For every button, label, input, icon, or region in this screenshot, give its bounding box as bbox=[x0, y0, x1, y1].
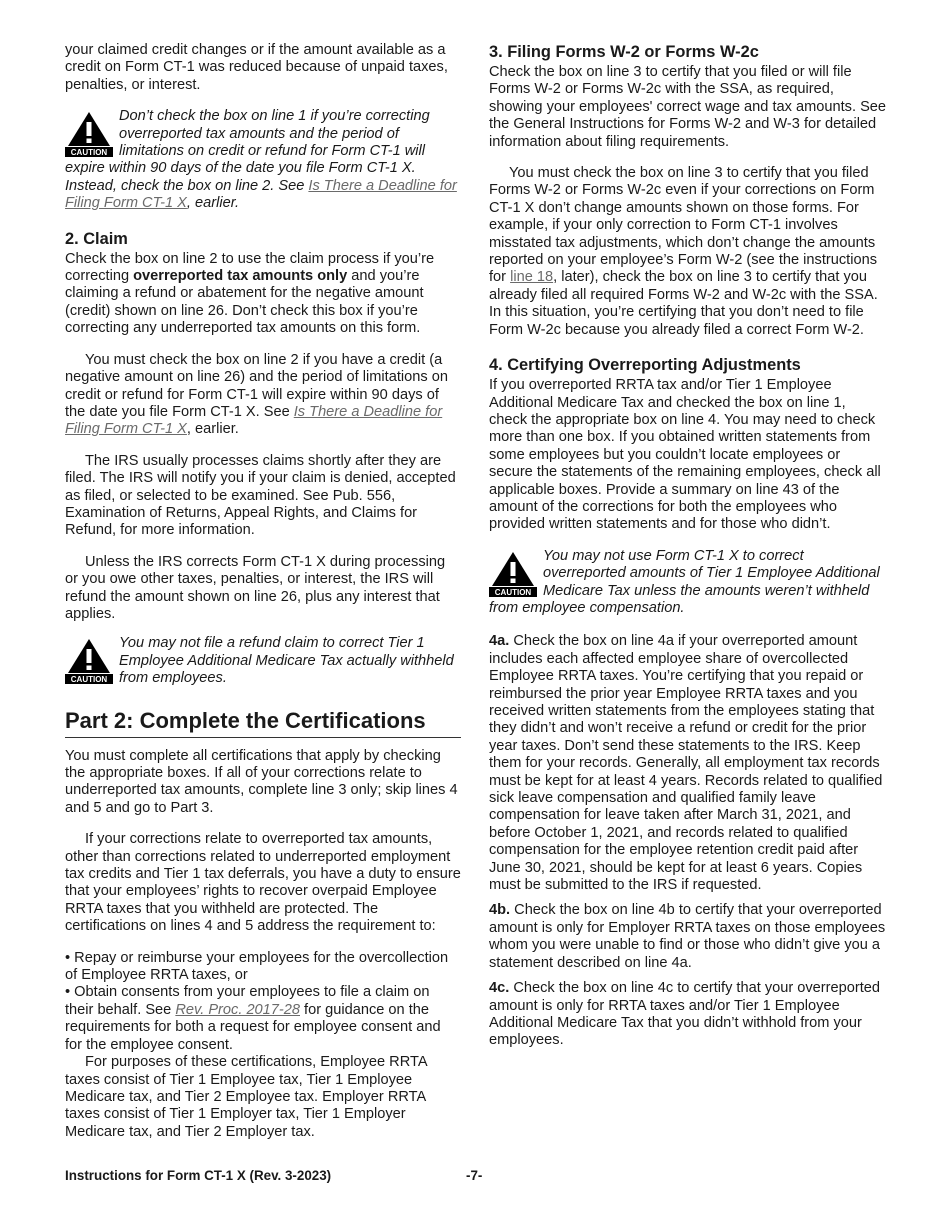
svg-text:CAUTION: CAUTION bbox=[494, 587, 532, 597]
caution-icon bbox=[65, 637, 113, 684]
line18-link[interactable]: line 18 bbox=[510, 269, 554, 286]
list-item: • Obtain consents from your employees to file a claim on their behalf. See Rev. Proc. 2017-28 for guidance on the requirements for both a request for employee consent and for the employee consent. bbox=[65, 984, 441, 1053]
deadline-link[interactable]: Is There a Deadline for Filing Form CT-1 X bbox=[65, 403, 443, 438]
caution-icon bbox=[489, 550, 537, 597]
line-4b-paragraph: 4b. Check the box on line 4b to certify that your overreported amount is only for Employer RRTA taxes on those employees whom you were unable to find or those who didn’t give you a statement described on line 4a. bbox=[489, 902, 886, 971]
caution-note: CAUTION You may not file a refund claim to correct Tier 1 Employee Additional Medicare Tax actually withheld from employees. bbox=[65, 635, 461, 687]
claim-paragraph: Unless the IRS corrects Form CT-1 X during processing or you owe other taxes, penalties, or interest, the IRS will refund the amount shown on line 26, plus any interest that applies. bbox=[65, 553, 446, 622]
svg-text:CAUTION: CAUTION bbox=[70, 148, 108, 158]
deadline-link[interactable]: Is There a Deadline for Filing Form CT-1 X bbox=[65, 177, 457, 212]
continued-paragraph: your claimed credit changes or if the amount available as a credit on Form CT-1 was reduced because of unpaid taxes, penalties, or interest. bbox=[65, 42, 448, 93]
part2-heading: Part 2: Complete the Certifications bbox=[65, 708, 461, 738]
claim-paragraph: The IRS usually processes claims shortly after they are filed. The IRS will notify you if your claim is denied, accepted as filed, or selected to be examined. See Pub. 556, Examination of Returns, Appeal Rights, and Claims for Refund, for more information. bbox=[65, 452, 456, 539]
line-4c-paragraph: 4c. Check the box on line 4c to certify that your overreported amount is only for RRTA taxes and/or Tier 1 Employee Additional Medicare Tax that you didn’t withhold from your employees. bbox=[489, 980, 881, 1049]
part2-paragraph: You must complete all certifications that apply by checking the appropriate boxes. If all of your corrections relate to underreported tax amounts, complete line 3 only; skip lines 4 and 5 and go to Part 3. bbox=[65, 747, 458, 816]
caution-note: CAUTION You may not use Form CT-1 X to correct overreported amounts of Tier 1 Employee Additional Medicare Tax unless the amounts weren’t withheld from employee compensation. bbox=[489, 547, 880, 616]
filing-paragraph: You must check the box on line 3 to certify that you filed Forms W-2 or Forms W-2c even if your corrections on Form CT-1 X don’t change amounts shown on those forms. For example, if your only correction to Form CT-1 involves misstated tax adjustments, which don’t change the amounts reported on your employee’s Form W-2 (see the instructions for line 18, later), check the box on line 3 to certify that you already filed all required Forms W-2 and W-2c with the SSA. In this situation, you’re certifying that you don’t need to file Form W-2c because you already filed a correct Form W-2. bbox=[489, 165, 878, 338]
svg-text:CAUTION: CAUTION bbox=[70, 675, 108, 685]
claim-heading: 2. Claim bbox=[65, 229, 128, 248]
cert-paragraph: If you overreported RRTA tax and/or Tier 1 Employee Additional Medicare Tax and checked the box on line 1, check the appropriate box on line 4. You may need to check more than one box. If you obtained written statements from some employees but you couldn’t locate employees or secure the statements of the remaining employees, check all applicable boxes. Provide a summary on line 43 of the amount of the corrections for both the employees who provided written statements and for those who didn’t. bbox=[489, 377, 881, 533]
claim-paragraph: Check the box on line 2 to use the claim process if you’re correcting overreported tax amounts only and you’re claiming a refund or abatement for the negative amount (credit) shown on line 26. Don’t check this box if you’re correcting any underreported tax amounts on this form. bbox=[65, 250, 435, 337]
part2-paragraph: If your corrections relate to overreported tax amounts, other than corrections related to underreported employment tax credits and Tier 1 tax deferrals, you have a duty to ensure that your employees’ rights to recover overpaid Employee RRTA taxes that you withheld are protected. The certifications on lines 4 and 5 address the requirement to: bbox=[65, 831, 461, 935]
filing-heading: 3. Filing Forms W-2 or Forms W-2c bbox=[489, 43, 759, 61]
cert-heading: 4. Certifying Overreporting Adjustments bbox=[489, 356, 801, 375]
part2-paragraph: For purposes of these certifications, Employee RRTA taxes consist of Tier 1 Employee tax, Tier 1 Employee Medicare tax, and Tier 2 Employee tax. Employer RRTA taxes consist of Tier 1 Employer tax, Tier 1 Employer Medicare tax, and Tier 2 Employer tax. bbox=[65, 1054, 427, 1140]
filing-paragraph: Check the box on line 3 to certify that you filed or will file Forms W-2 or Forms W-2c with the SSA, as required, showing your employees' correct wage and tax amounts. See the General Instructions for Forms W-2 and W-3 for detailed information about filing requirements. bbox=[489, 64, 887, 150]
caution-note: CAUTION Don’t check the box on line 1 if you’re correcting overreported tax amounts and the period of limitations on credit or refund for Form CT-1 will expire within 90 days of the date you file Form CT-1 X. Instead, check the box on line 2. See Is There a Deadline for Filing Form CT-1 X, earlier. bbox=[65, 108, 457, 212]
right-column bbox=[489, 42, 887, 1050]
list-item: • Repay or reimburse your employees for the overcollection of Employee RRTA taxes, or bbox=[65, 949, 449, 984]
left-column bbox=[65, 42, 461, 1141]
caution-icon bbox=[65, 110, 113, 157]
page-number: -7- bbox=[466, 1168, 483, 1183]
line-4a-paragraph: 4a. Check the box on line 4a if your overreported amount includes each affected employee share of overcollected Employee RRTA taxes. You’re certifying that you repaid or reimbursed the prior year Employee RRTA taxes and you received written statements from the employees stating that they didn’t and won’t receive a refund or credit for the prior year taxes. Don’t send these statements to the IRS. Keep them for your records. Generally, all employment tax records must be kept for at least 4 years. Records related to qualified sick leave compensation and qualified family leave compensation for leave taken after March 31, 2021, and before October 1, 2021, and records related to qualified compensation for the employee retention credit paid after June 30, 2021, should be kept for at least 6 years. Copies must be submitted to the IRS if requested. bbox=[489, 633, 883, 894]
rev-proc-link[interactable]: Rev. Proc. 2017-28 bbox=[175, 1001, 300, 1018]
claim-paragraph: You must check the box on line 2 if you have a credit (a negative amount on line 26) and the period of limitations on credit or refund for Form CT-1 will expire within 90 days of the date you file Form CT-1 X. See Is There a Deadline for Filing Form CT-1 X, earlier. bbox=[65, 351, 448, 438]
footer-title: Instructions for Form CT-1 X (Rev. 3-2023) bbox=[65, 1168, 332, 1183]
bullet-list bbox=[65, 950, 461, 1054]
